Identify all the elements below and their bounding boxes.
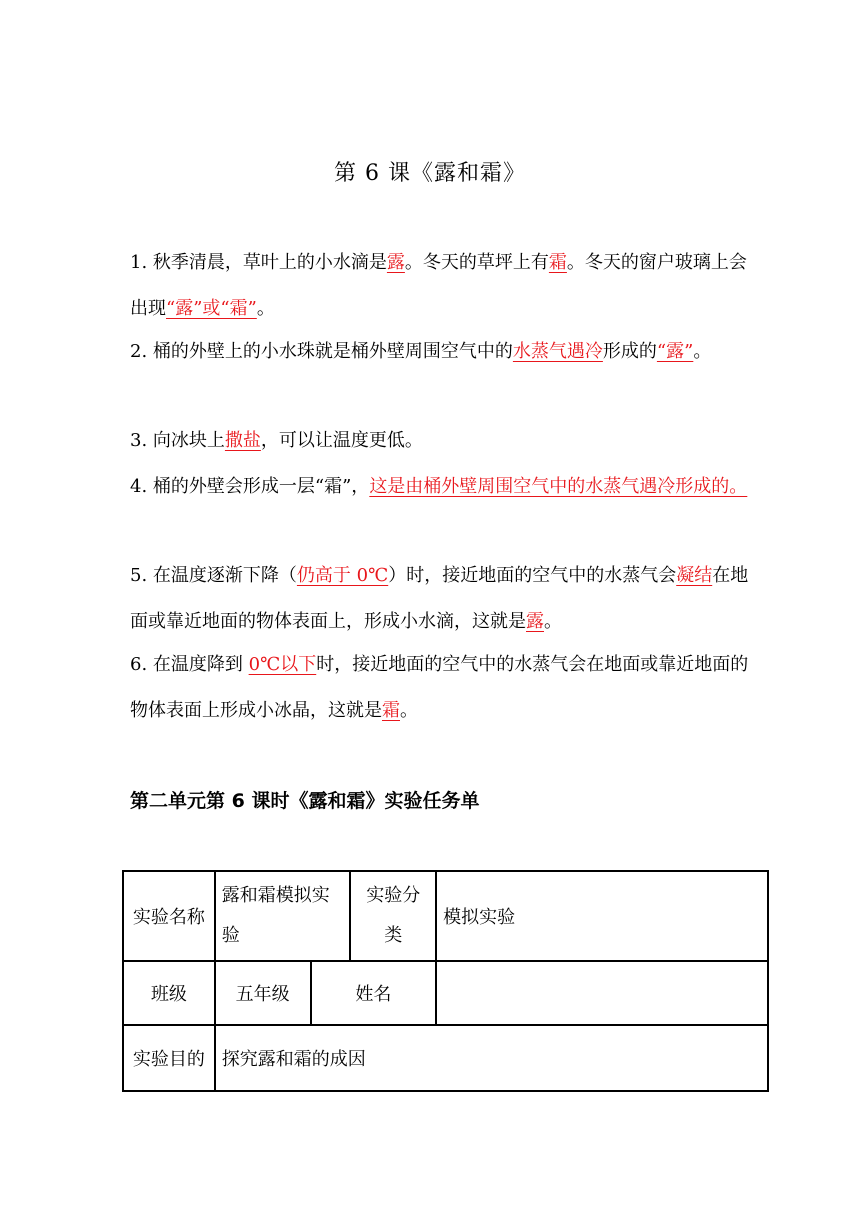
- q5-text-4: 。: [544, 611, 562, 632]
- student-name-label: 姓名: [311, 961, 437, 1025]
- q1-answer-2: 霜: [548, 252, 567, 273]
- table-row: [123, 1025, 768, 1091]
- q3-text-1: 3. 向冰块上: [130, 430, 225, 451]
- q5-answer-2: 凝结: [676, 565, 713, 586]
- q6-text-1: 6. 在温度降到: [130, 654, 249, 675]
- q1-answer-3: “露”或“霜”: [166, 298, 257, 319]
- q1-text-1: 1. 秋季清晨，草叶上的小水滴是: [130, 252, 387, 273]
- experiment-category-value: 模拟实验: [436, 871, 768, 961]
- q3-answer-1: 撒盐: [224, 430, 261, 451]
- question-1: [130, 240, 750, 332]
- task-table: [122, 870, 769, 1092]
- q2-text-2: 形成的: [602, 341, 657, 362]
- q1-text-3: 。冬天的窗户玻璃上会出现: [130, 252, 747, 319]
- question-2: [130, 329, 720, 375]
- experiment-purpose-value: 探究露和霜的成因: [215, 1025, 768, 1091]
- q2-text-3: 。: [693, 341, 712, 362]
- class-label: 班级: [123, 961, 215, 1025]
- q5-text-2: ）时，接近地面的空气中的水蒸气会: [388, 565, 677, 586]
- q2-answer-1: 水蒸气遇冷: [512, 341, 603, 362]
- section-title: 第二单元第 6 课时《露和霜》实验任务单: [130, 790, 480, 812]
- q4-text-1: 4. 桶的外壁会形成一层“霜”，: [130, 476, 370, 497]
- student-name-value[interactable]: [436, 961, 768, 1025]
- experiment-name-value: 露和霜模拟实验: [215, 871, 351, 961]
- q2-answer-2: “露”: [656, 341, 694, 362]
- q5-text-3: 在地面或靠近地面的物体表面上，形成小水滴，这就是: [130, 565, 749, 632]
- experiment-purpose-label: 实验目的: [123, 1025, 215, 1091]
- q6-text-2: 时，接近地面的空气中的水蒸气会在地面或靠近地面的物体表面上形成小冰晶，这就是: [130, 654, 749, 721]
- q5-text-1: 5. 在温度逐渐下降（: [130, 565, 297, 586]
- question-3: [130, 418, 750, 464]
- q6-answer-1: 0℃以下: [248, 654, 317, 675]
- q6-answer-2: 霜: [382, 700, 400, 721]
- class-value: 五年级: [215, 961, 311, 1025]
- q6-text-3: 。: [400, 700, 418, 721]
- q2-text-1: 2. 桶的外壁上的小水珠就是桶外壁周围空气中的: [130, 341, 513, 362]
- question-4: [130, 464, 750, 510]
- q1-text-2: 。冬天的草坪上有: [404, 252, 549, 273]
- q1-answer-1: 露: [386, 252, 405, 273]
- experiment-category-label: 实验分类: [350, 871, 436, 961]
- experiment-name-label: 实验名称: [123, 871, 215, 961]
- question-5: [130, 553, 750, 645]
- q3-text-2: ，可以让温度更低。: [260, 430, 423, 451]
- q4-answer-1: 这是由桶外壁周围空气中的水蒸气遇冷形成的。: [369, 476, 748, 497]
- q5-answer-1: 仍高于 0℃: [296, 565, 389, 586]
- question-6: [130, 642, 750, 734]
- page-title: 第 6 课《露和霜》: [334, 161, 526, 186]
- table-row: [123, 871, 768, 961]
- table-row: [123, 961, 768, 1025]
- q5-answer-3: 露: [526, 611, 544, 632]
- q1-text-4: 。: [256, 298, 275, 319]
